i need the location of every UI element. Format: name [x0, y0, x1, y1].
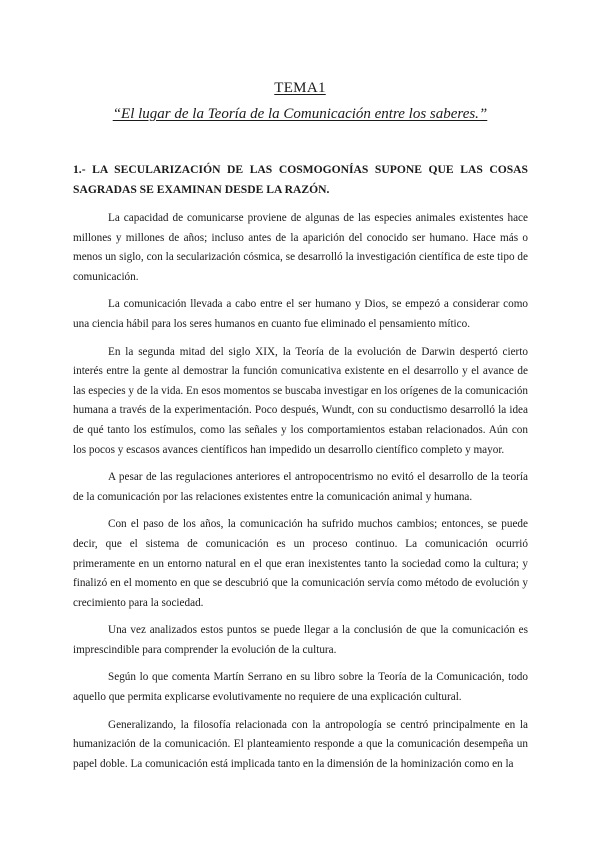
document-body	[73, 160, 528, 782]
document-subtitle: “El lugar de la Teoría de la Comunicación entre los saberes.”	[112, 106, 488, 122]
paragraph: Con el paso de los años, la comunicación ha sufrido muchos cambios; entonces, se puede decir, que el sistema de comunicación es un proceso continuo. La comunicación ocurrió primeramente en un entorno natural en el que eran inexistentes tanto la sociedad como la cultura; y finalizó en el momento en que se descubrió que la comunicación servía como método de evolución y crecimiento para la sociedad.	[73, 518, 528, 609]
paragraph: Una vez analizados estos puntos se puede llegar a la conclusión de que la comunicación es imprescindible para comprender la evolución de la cultura.	[73, 624, 528, 656]
paragraph: A pesar de las regulaciones anteriores el antropocentrismo no evitó el desarrollo de la teoría de la comunicación por las relaciones existentes entre la comunicación animal y humana.	[73, 471, 528, 503]
paragraph: Según lo que comenta Martín Serrano en su libro sobre la Teoría de la Comunicación, todo aquello que permita explicarse evolutivamente no requiere de una explicación cultural.	[73, 671, 528, 704]
section-heading: 1.- LA SECULARIZACIÓN DE LAS COSMOGONÍAS SUPONE QUE LAS COSAS SAGRADAS SE EXAMINAN DESDE LA RAZÓN.	[73, 163, 528, 196]
paragraph: La comunicación llevada a cabo entre el ser humano y Dios, se empezó a considerar como una ciencia hábil para los seres humanos en cuanto fue eliminado el pensamiento mítico.	[73, 298, 528, 330]
paragraph: Generalizando, la filosofía relacionada con la antropología se centró principalmente en la humanización de la comunicación. El planteamiento responde a que la comunicación desempeña un papel doble. La comunicación está implicada tanto en la dimensión de la hominización como en la	[73, 718, 528, 770]
paragraph: En la segunda mitad del siglo XIX, la Teoría de la evolución de Darwin despertó cierto interés entre la gente al demostrar la función comunicativa existente en el desarrollo y el avance de las especies y de la vida. En esos momentos se buscaba investigar en los orígenes de la comunicación humana a través de la experimentación. Poco después, Wundt, con su conductismo desarrolló la idea de qué tanto los estímulos, como las señales y los comportamientos estaban relacionados. Aún con los pocos y escasos avances científicos han impedido un desarrollo científico completo y mayor.	[73, 345, 528, 456]
document-title: TEMA1	[274, 80, 326, 96]
paragraph: La capacidad de comunicarse proviene de algunas de las especies animales existentes hace millones y millones de años; incluso antes de la aparición del conocido ser humano. Hace más o menos un siglo, con la secularización cósmica, se desarrolló la investigación científica de este tipo de comunicación.	[73, 212, 528, 283]
